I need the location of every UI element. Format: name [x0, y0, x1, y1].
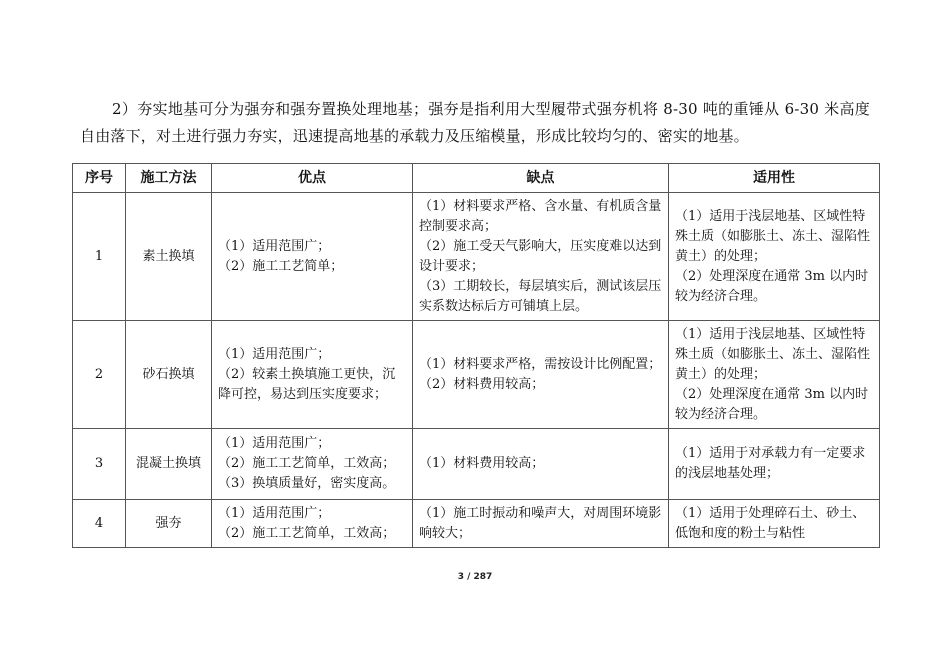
- header-no: 序号: [73, 164, 126, 193]
- header-method: 施工方法: [126, 164, 212, 193]
- cons-item: （1）材料要求严格、含水量、有机质含量控制要求高；: [419, 198, 662, 234]
- row-pros: [212, 193, 413, 321]
- row-applicability: [669, 429, 880, 500]
- table-row: [73, 429, 880, 500]
- pros-item: （2）施工工艺简单，工效高；: [218, 456, 396, 471]
- cons-item: （1）材料费用较高；: [419, 456, 545, 471]
- row-method: 强夯: [126, 500, 212, 548]
- pros-item: （2）施工工艺简单；: [218, 258, 344, 274]
- applicability-item: （1）适用于对承载力有一定要求的浅层地基处理；: [675, 446, 866, 481]
- pros-item: （2）较素土换填施工更快，沉降可控，易达到压实度要求；: [218, 366, 396, 402]
- pros-item: （1）适用范围广；: [218, 238, 331, 254]
- row-cons: [413, 500, 669, 548]
- pros-item: （1）适用范围广；: [218, 436, 331, 451]
- row-method: 混凝土换填: [126, 429, 212, 500]
- row-applicability: [669, 321, 880, 429]
- applicability-item: （1）适用于浅层地基、区域性特殊土质（如膨胀土、冻土、湿陷性黄土）的处理；: [675, 208, 871, 264]
- row-pros: [212, 429, 413, 500]
- applicability-item: （2）处理深度在通常 3m 以内时较为经济合理。: [675, 386, 869, 422]
- pros-item: （1）适用范围广；: [218, 346, 331, 362]
- row-applicability: [669, 500, 880, 548]
- applicability-item: （1）适用于浅层地基、区域性特殊土质（如膨胀土、冻土、湿陷性黄土）的处理；: [675, 326, 871, 382]
- paragraph-text: 2）夯实地基可分为强夯和强夯置换处理地基；强夯是指利用大型履带式强夯机将 8-30 吨的重锤从 6-30 米高度自由落下，对土进行强力夯实，迅速提高地基的承载力及压缩模量，形成比较均匀的、密实的地基。: [80, 100, 870, 145]
- row-applicability: [669, 193, 880, 321]
- table-row: [73, 193, 880, 321]
- header-pros: 优点: [212, 164, 413, 193]
- row-cons: [413, 193, 669, 321]
- applicability-item: （1）适用于处理碎石土、砂土、低饱和度的粉土与粘性: [675, 505, 866, 541]
- row-number: 3: [73, 429, 126, 500]
- row-method: 素土换填: [126, 193, 212, 321]
- row-number: 2: [73, 321, 126, 429]
- cons-item: （2）施工受天气影响大，压实度难以达到设计要求；: [419, 238, 662, 274]
- row-cons: [413, 321, 669, 429]
- row-cons: [413, 429, 669, 500]
- row-pros: [212, 500, 413, 548]
- pros-item: （1）适用范围广；: [218, 505, 331, 521]
- row-pros: [212, 321, 413, 429]
- pros-item: （2）施工工艺简单，工效高；: [218, 525, 396, 541]
- header-cons: 缺点: [413, 164, 669, 193]
- table-row: [73, 321, 880, 429]
- body-paragraph: [80, 96, 870, 150]
- header-applicability: 适用性: [669, 164, 880, 193]
- construction-methods-table: [72, 163, 880, 548]
- cons-item: （2）材料费用较高；: [419, 376, 545, 392]
- cons-item: （1）施工时振动和噪声大，对周围环境影响较大；: [419, 505, 662, 541]
- cons-item: （3）工期较长，每层填实后，测试该层压实系数达标后方可铺填上层。: [419, 278, 662, 314]
- table-row: [73, 500, 880, 548]
- cons-item: （1）材料要求严格，需按设计比例配置；: [419, 356, 662, 372]
- pros-item: （3）换填质量好，密实度高。: [218, 476, 396, 491]
- row-number: 4: [73, 500, 126, 548]
- row-number: 1: [73, 193, 126, 321]
- page-number: 3 / 287: [457, 572, 493, 582]
- row-method: 砂石换填: [126, 321, 212, 429]
- table-header-row: [73, 164, 880, 193]
- applicability-item: （2）处理深度在通常 3m 以内时较为经济合理。: [675, 268, 869, 304]
